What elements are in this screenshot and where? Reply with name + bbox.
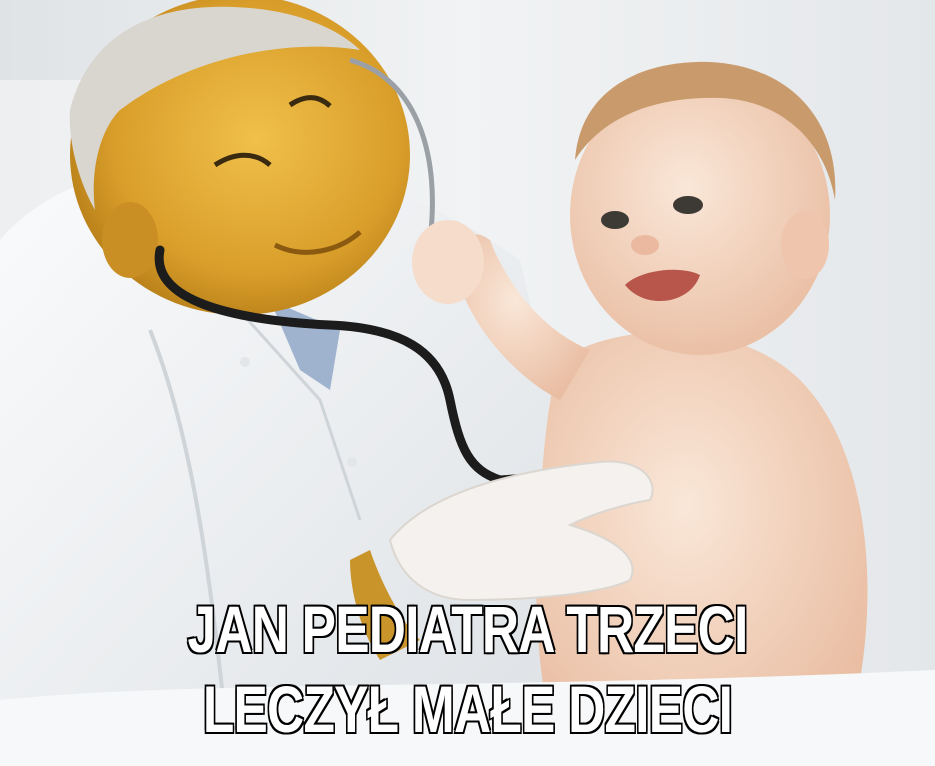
caption-line-2: LECZYŁ MAŁE DZIECI: [202, 672, 733, 746]
caption-line-1: JAN PEDIATRA TRZECI: [187, 592, 748, 666]
coat-button: [347, 457, 357, 467]
baby-nose: [631, 235, 659, 255]
baby-ear: [781, 211, 829, 279]
baby-eye: [601, 211, 629, 229]
baby-hand: [412, 220, 484, 304]
doctor-ear: [102, 202, 158, 278]
coat-button: [240, 357, 250, 367]
baby-eye: [673, 196, 703, 214]
